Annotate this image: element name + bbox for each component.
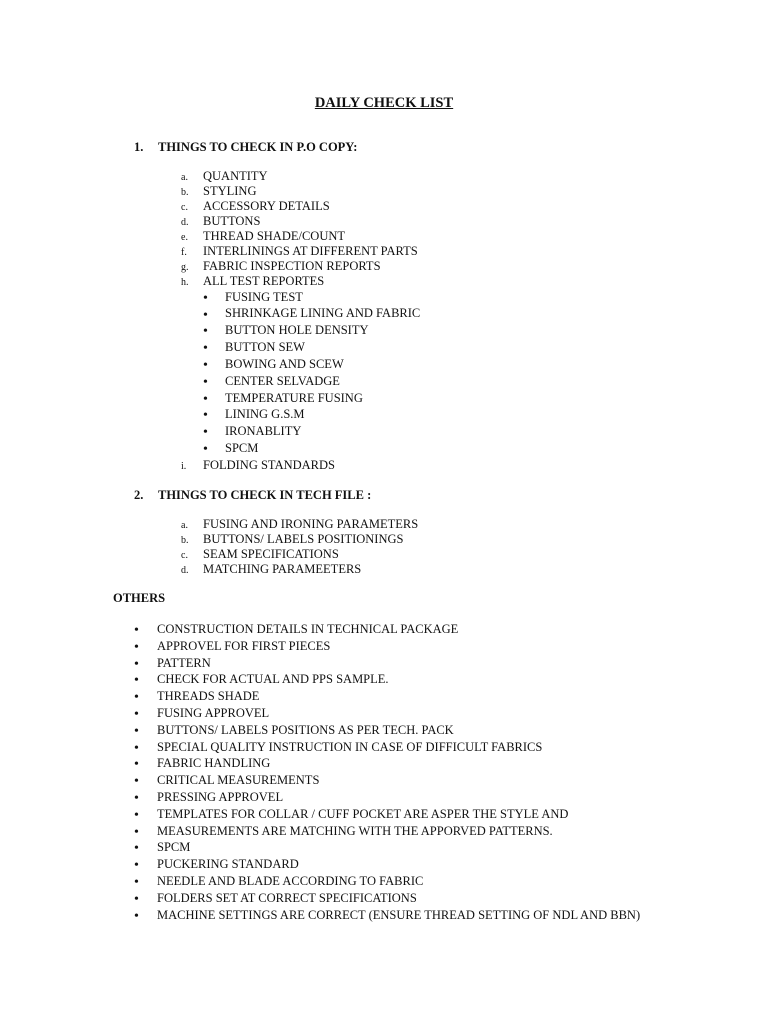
bullet-icon: • [203, 425, 208, 440]
bullet-icon: • [203, 341, 208, 356]
list-item: BUTTONS [203, 214, 261, 228]
list-item: BUTTONS/ LABELS POSITIONINGS [203, 532, 404, 546]
bullet-icon: • [134, 774, 139, 789]
bullet-icon: • [134, 623, 139, 638]
bullet-icon: • [203, 408, 208, 423]
bullet-icon: • [134, 657, 139, 672]
list-marker: g. [181, 262, 189, 273]
list-item: FUSING AND IRONING PARAMETERS [203, 517, 419, 531]
list-item: QUANTITY [203, 169, 268, 183]
bullet-icon: • [134, 707, 139, 722]
list-item: FUSING TEST [225, 290, 303, 304]
list-item: STYLING [203, 184, 257, 198]
list-item: CENTER SELVADGE [225, 374, 340, 388]
list-item: BUTTON SEW [225, 340, 305, 354]
bullet-icon: • [134, 841, 139, 856]
list-item: FABRIC INSPECTION REPORTS [203, 259, 381, 273]
bullet-icon: • [203, 442, 208, 457]
list-marker: i. [181, 461, 187, 472]
list-item: FABRIC HANDLING [157, 756, 271, 770]
list-marker: d. [181, 217, 189, 228]
list-item: ALL TEST REPORTES [203, 274, 325, 288]
list-item: FOLDING STANDARDS [203, 458, 335, 472]
bullet-icon: • [134, 858, 139, 873]
list-marker: b. [181, 187, 189, 198]
list-item: PUCKERING STANDARD [157, 857, 299, 871]
list-item: INTERLININGS AT DIFFERENT PARTS [203, 244, 418, 258]
bullet-icon: • [134, 825, 139, 840]
list-item: THREADS SHADE [157, 689, 260, 703]
bullet-icon: • [134, 808, 139, 823]
list-item: BUTTON HOLE DENSITY [225, 323, 369, 337]
list-marker: a. [181, 520, 188, 531]
list-item: SPCM [225, 441, 259, 455]
list-marker: e. [181, 232, 188, 243]
list-item: THREAD SHADE/COUNT [203, 229, 346, 243]
list-item: PATTERN [157, 656, 211, 670]
list-marker: c. [181, 550, 188, 561]
section-number: 1. [134, 140, 144, 154]
bullet-icon: • [203, 308, 208, 323]
list-item: ACCESSORY DETAILS [203, 199, 330, 213]
bullet-icon: • [134, 757, 139, 772]
list-item: IRONABLITY [225, 424, 302, 438]
list-item: CRITICAL MEASUREMENTS [157, 773, 320, 787]
list-item: CONSTRUCTION DETAILS IN TECHNICAL PACKAGE [157, 622, 459, 636]
list-marker: d. [181, 565, 189, 576]
list-item: APPROVEL FOR FIRST PIECES [157, 639, 331, 653]
list-item: FUSING APPROVEL [157, 706, 270, 720]
section-number: 2. [134, 488, 144, 502]
list-item: BUTTONS/ LABELS POSITIONS AS PER TECH. PACK [157, 723, 454, 737]
list-item: SPCM [157, 840, 191, 854]
bullet-icon: • [203, 291, 208, 306]
list-item: MEASUREMENTS ARE MATCHING WITH THE APPORVED PATTERNS. [157, 824, 553, 838]
list-marker: b. [181, 535, 189, 546]
bullet-icon: • [134, 690, 139, 705]
bullet-icon: • [203, 358, 208, 373]
bullet-icon: • [134, 909, 139, 924]
list-item: FOLDERS SET AT CORRECT SPECIFICATIONS [157, 891, 417, 905]
bullet-icon: • [134, 741, 139, 756]
bullet-icon: • [203, 375, 208, 390]
list-item: NEEDLE AND BLADE ACCORDING TO FABRIC [157, 874, 424, 888]
list-marker: c. [181, 202, 188, 213]
list-item: SHRINKAGE LINING AND FABRIC [225, 306, 421, 320]
list-item: MATCHING PARAMEETERS [203, 562, 362, 576]
bullet-icon: • [134, 724, 139, 739]
section-heading: THINGS TO CHECK IN TECH FILE : [158, 488, 372, 502]
list-item: SPECIAL QUALITY INSTRUCTION IN CASE OF DIFFICULT FABRICS [157, 740, 543, 754]
bullet-icon: • [134, 640, 139, 655]
list-item: BOWING AND SCEW [225, 357, 344, 371]
list-item: LINING G.S.M [225, 407, 305, 421]
bullet-icon: • [203, 392, 208, 407]
list-item: TEMPERATURE FUSING [225, 391, 363, 405]
bullet-icon: • [134, 875, 139, 890]
bullet-icon: • [203, 324, 208, 339]
page-title: DAILY CHECK LIST [314, 95, 454, 111]
bullet-icon: • [134, 673, 139, 688]
list-marker: h. [181, 277, 189, 288]
bullet-icon: • [134, 892, 139, 907]
bullet-icon: • [134, 791, 139, 806]
list-marker: a. [181, 172, 188, 183]
section-heading: THINGS TO CHECK IN P.O COPY: [158, 140, 358, 154]
list-item: CHECK FOR ACTUAL AND PPS SAMPLE. [157, 672, 389, 686]
list-item: PRESSING APPROVEL [157, 790, 284, 804]
list-item: SEAM SPECIFICATIONS [203, 547, 339, 561]
list-item: TEMPLATES FOR COLLAR / CUFF POCKET ARE ASPER THE STYLE AND [157, 807, 569, 821]
list-marker: f. [181, 247, 187, 258]
others-heading: OTHERS [113, 591, 166, 605]
list-item: MACHINE SETTINGS ARE CORRECT (ENSURE THREAD SETTING OF NDL AND BBN) [157, 908, 641, 922]
